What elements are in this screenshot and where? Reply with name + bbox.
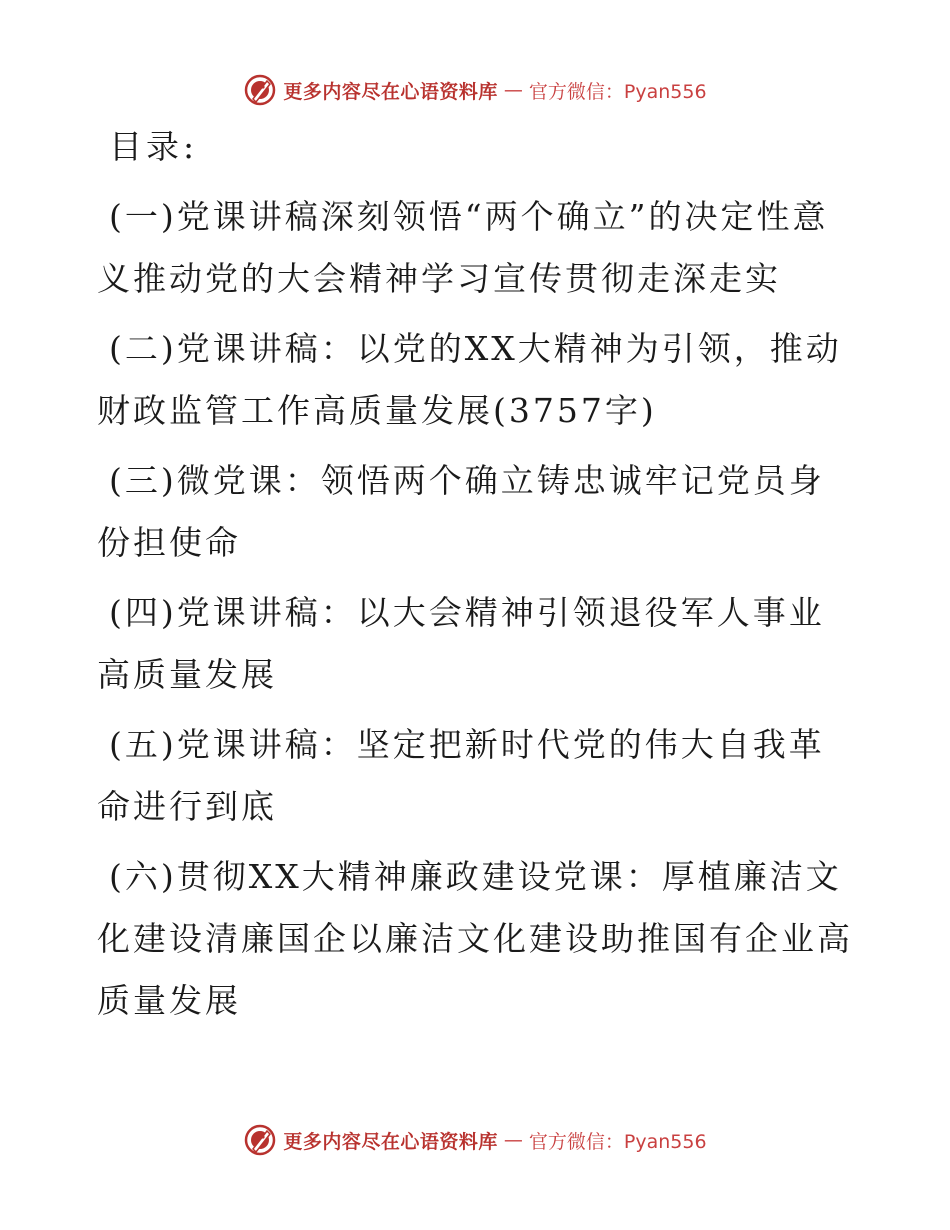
toc-item-1: (一)党课讲稿深刻领悟“两个确立”的决定性意义推动党的大会精神学习宣传贯彻走深走实 — [97, 197, 829, 298]
header-watermark-banner — [0, 70, 950, 110]
toc-item-6: (六)贯彻XX大精神廉政建设党课：厚植廉洁文化建设清廉国企以廉洁文化建设助推国有企业高质量发展 — [97, 857, 853, 1020]
footer-watermark-banner — [0, 1120, 950, 1160]
toc-item-3: (三)微党课：领悟两个确立铸忠诚牢记党员身份担使命 — [97, 461, 825, 562]
banner-contact: 官方微信：Pyan556 — [528, 80, 707, 103]
toc-item-2: (二)党课讲稿：以党的XX大精神为引领，推动财政监管工作高质量发展(3757字) — [97, 329, 842, 430]
banner-slogan: 更多内容尽在心语资料库 — [283, 1130, 498, 1153]
banner-slogan: 更多内容尽在心语资料库 — [283, 80, 498, 103]
toc-item-4: (四)党课讲稿：以大会精神引领退役军人事业高质量发展 — [97, 593, 825, 694]
banner-separator: — — [503, 1129, 523, 1151]
banner-contact: 官方微信：Pyan556 — [528, 1130, 707, 1153]
document-body — [97, 122, 857, 1040]
toc-title: 目录: — [109, 127, 199, 166]
pen-nib-logo-icon — [243, 1123, 277, 1157]
banner-separator: — — [503, 79, 523, 101]
pen-nib-logo-icon — [243, 73, 277, 107]
toc-item-5: (五)党课讲稿：坚定把新时代党的伟大自我革命进行到底 — [97, 725, 825, 826]
